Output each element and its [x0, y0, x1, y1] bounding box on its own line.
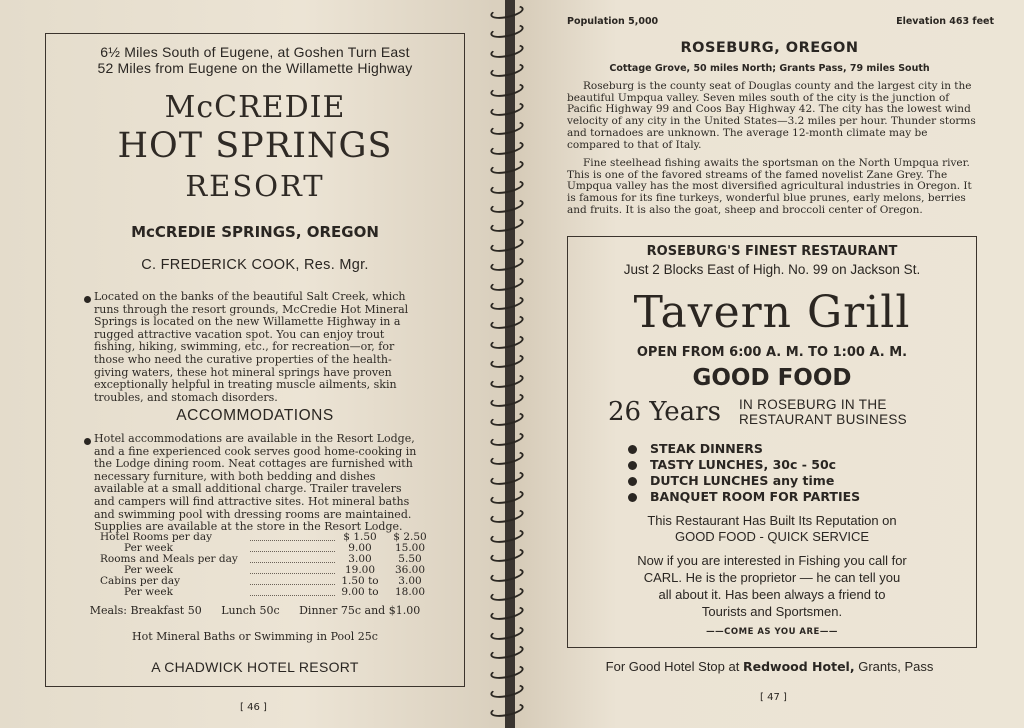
rate-value-high: $ 2.50 [393, 531, 427, 543]
bullet-icon [628, 445, 637, 454]
rate-label: Cabins per day [100, 575, 181, 587]
good-food-heading: GOOD FOOD [692, 365, 852, 391]
population: Population 5,000 [567, 16, 659, 27]
years-line-1: IN ROSEBURG IN THE [739, 397, 887, 412]
accommodations-description: Hotel accommodations are available in the Resort Lodge, and a fine experienced cook serves good home-cooking in the Lodge dining room. Neat cottages are furnished with necessary furniture, with both bedding and dishes available at a small additional charge. Trailer travelers and campers will find attractive sites. Hot mineral baths and swimming pool with dressing rooms are maintained. Supplies are available at the store in the Resort Lodge. [94, 432, 417, 534]
fishing-line-3: all about it. Has been always a friend to [658, 587, 886, 602]
meals-dinner: Dinner 75c and $1.00 [299, 604, 421, 617]
spiral-coil [489, 352, 525, 371]
rate-value-low: 9.00 [348, 542, 372, 554]
rate-value-low: 9.00 to [341, 586, 379, 598]
spiral-coil [489, 80, 525, 99]
spiral-coil [489, 216, 525, 235]
rate-label: Rooms and Meals per day [100, 553, 238, 565]
spiral-coil [489, 61, 525, 80]
spiral-coil [489, 643, 525, 662]
rate-value-low: 1.50 to [341, 575, 379, 587]
rate-value-low: 3.00 [348, 553, 372, 565]
spiral-coil [489, 255, 525, 274]
tavern-grill-ad-box [567, 236, 977, 648]
rate-label: Per week [124, 586, 173, 598]
rate-value-high: 36.00 [394, 564, 426, 576]
meals-breakfast: Meals: Breakfast 50 [89, 604, 202, 617]
spiral-coil [489, 119, 525, 138]
fishing-line-2: CARL. He is the proprietor — he can tell you [643, 570, 901, 585]
spiral-coil [489, 565, 525, 584]
rate-label: Hotel Rooms per day [100, 531, 213, 543]
spiral-coil [489, 701, 525, 720]
menu-item-label: BANQUET ROOM FOR PARTIES [650, 489, 861, 504]
accommodations-heading: ACCOMMODATIONS [176, 407, 334, 424]
resort-title-line-3: RESORT [185, 169, 325, 203]
rate-value-high: 18.00 [394, 586, 426, 598]
years-count: 26 Years [608, 397, 721, 427]
come-as-you-are: ——COME AS YOU ARE—— [706, 627, 838, 637]
page-number-right: [ 47 ] [760, 692, 787, 703]
meals-line [46, 604, 464, 617]
resort-title-line-1: McCREDIE [164, 90, 346, 125]
spiral-coil [489, 585, 525, 604]
mccredie-ad-box [45, 33, 465, 687]
rates-table [100, 532, 430, 598]
reputation-line-1: This Restaurant Has Built Its Reputation on [647, 513, 897, 528]
spiral-coil [489, 177, 525, 196]
spiral-coil [489, 391, 525, 410]
menu-item-label: STEAK DINNERS [650, 441, 763, 456]
bullet-icon [84, 438, 91, 445]
rate-value-high: 5.50 [398, 553, 422, 565]
left-page [0, 0, 505, 728]
chadwick-footer: A CHADWICK HOTEL RESORT [151, 659, 359, 675]
right-page [515, 0, 1024, 728]
spiral-coil [489, 623, 525, 642]
city-description-2: Fine steelhead fishing awaits the sportsman on the North Umpqua river. This is one of the favored streams of the famed novelist Zane Grey. The Umpqua valley has the most diversified agricultural industries in Oregon. It is famous for its fine turkeys, wonderful blue prunes, early melons, berries and fruits. It is also the goat, sheep and broccoli center of Oregon. [567, 157, 972, 216]
distance-line-1: 6½ Miles South of Eugene, at Goshen Turn East [100, 44, 410, 60]
redwood-hotel-line [515, 659, 1024, 674]
resort-manager: C. FREDERICK COOK, Res. Mgr. [141, 257, 369, 273]
city-distances: Cottage Grove, 50 miles North; Grants Pass, 79 miles South [609, 63, 930, 74]
reputation-line-2: GOOD FOOD - QUICK SERVICE [674, 529, 870, 544]
menu-item-label: DUTCH LUNCHES any time [650, 473, 835, 488]
rate-leader-dots [250, 551, 335, 552]
fishing-line-1: Now if you are interested in Fishing you call for [637, 553, 907, 568]
meals-lunch: Lunch 50c [221, 604, 280, 617]
rate-value-low: $ 1.50 [343, 531, 377, 543]
spiral-coil [489, 197, 525, 216]
spiral-coil [489, 371, 525, 390]
spiral-binding [490, 0, 524, 728]
rate-value-high: 15.00 [394, 542, 426, 554]
spiral-coil [489, 22, 525, 41]
rate-label: Per week [124, 542, 173, 554]
spiral-coil [489, 41, 525, 60]
spiral-coil [489, 100, 525, 119]
redwood-prefix: For Good Hotel Stop at [605, 659, 740, 674]
bullet-icon [628, 477, 637, 486]
fishing-line-4: Tourists and Sportsmen. [701, 604, 843, 619]
resort-title-line-2: HOT SPRINGS [117, 126, 393, 166]
rate-value-low: 19.00 [344, 564, 376, 576]
rate-row [100, 587, 430, 598]
rate-leader-dots [250, 573, 335, 574]
spiral-coil [489, 294, 525, 313]
spiral-coil [489, 604, 525, 623]
spiral-coil [489, 410, 525, 429]
rate-value-high: 3.00 [398, 575, 422, 587]
spiral-coil [489, 507, 525, 526]
spiral-coil [489, 235, 525, 254]
spiral-coil [489, 662, 525, 681]
spiral-coil [489, 332, 525, 351]
pool-line: Hot Mineral Baths or Swimming in Pool 25c [132, 630, 378, 643]
restaurant-directions: Just 2 Blocks East of High. No. 99 on Jackson St. [623, 262, 921, 277]
restaurant-name: Tavern Grill [633, 287, 911, 338]
spiral-coil [489, 546, 525, 565]
rate-leader-dots [250, 540, 335, 541]
menu-item-label: TASTY LUNCHES, 30c - 50c [650, 457, 837, 472]
spiral-coil [489, 488, 525, 507]
spiral-coil [489, 526, 525, 545]
resort-description: Located on the banks of the beautiful Salt Creek, which runs through the resort grounds, McCredie Hot Mineral Springs is located on the new Willamette Highway in a rugged attractive vacation spot. You can enjoy trout fishing, hiking, swimming, etc., for recreation—or, for those who need the curative properties of the health-giving waters, these hot mineral springs have proven exceptionally helpful in treating muscle ailments, skin troubles, and stomach disorders. [94, 290, 409, 404]
spiral-coil [489, 468, 525, 487]
spiral-coil [489, 274, 525, 293]
restaurant-hours: OPEN FROM 6:00 A. M. TO 1:00 A. M. [636, 345, 908, 360]
bullet-icon [84, 296, 91, 303]
bullet-icon [628, 493, 637, 502]
rate-leader-dots [250, 595, 335, 596]
redwood-suffix: Grants, Pass [858, 659, 934, 674]
rate-label: Per week [124, 564, 173, 576]
spiral-coil [489, 682, 525, 701]
spiral-coil [489, 158, 525, 177]
rate-leader-dots [250, 584, 335, 585]
city-heading: ROSEBURG, OREGON [680, 40, 859, 56]
spiral-coil [489, 3, 525, 22]
finest-restaurant-line: ROSEBURG'S FINEST RESTAURANT [646, 244, 898, 259]
city-description-1: Roseburg is the county seat of Douglas county and the largest city in the beautiful Umpqua valley. Seven miles south of the city is the junction of Pacific Highway 99 and Coos Bay Highway 42. The city has the lowest wind velocity of any city in the United States—3.2 miles per hour. Thunder storms and tornadoes are unknown. The average 12-month climate may be compared to that of Italy. [567, 80, 976, 151]
resort-location: McCREDIE SPRINGS, OREGON [131, 223, 379, 241]
bullet-icon [628, 461, 637, 470]
spiral-coil [489, 449, 525, 468]
elevation: Elevation 463 feet [896, 16, 994, 27]
redwood-name: Redwood Hotel, [742, 659, 855, 674]
page-number-left: [ 46 ] [240, 702, 267, 713]
spiral-coil [489, 429, 525, 448]
years-line-2: RESTAURANT BUSINESS [739, 412, 907, 427]
rate-leader-dots [250, 562, 335, 563]
distance-line-2: 52 Miles from Eugene on the Willamette Highway [97, 60, 413, 76]
spiral-coil [489, 313, 525, 332]
spiral-coil [489, 138, 525, 157]
